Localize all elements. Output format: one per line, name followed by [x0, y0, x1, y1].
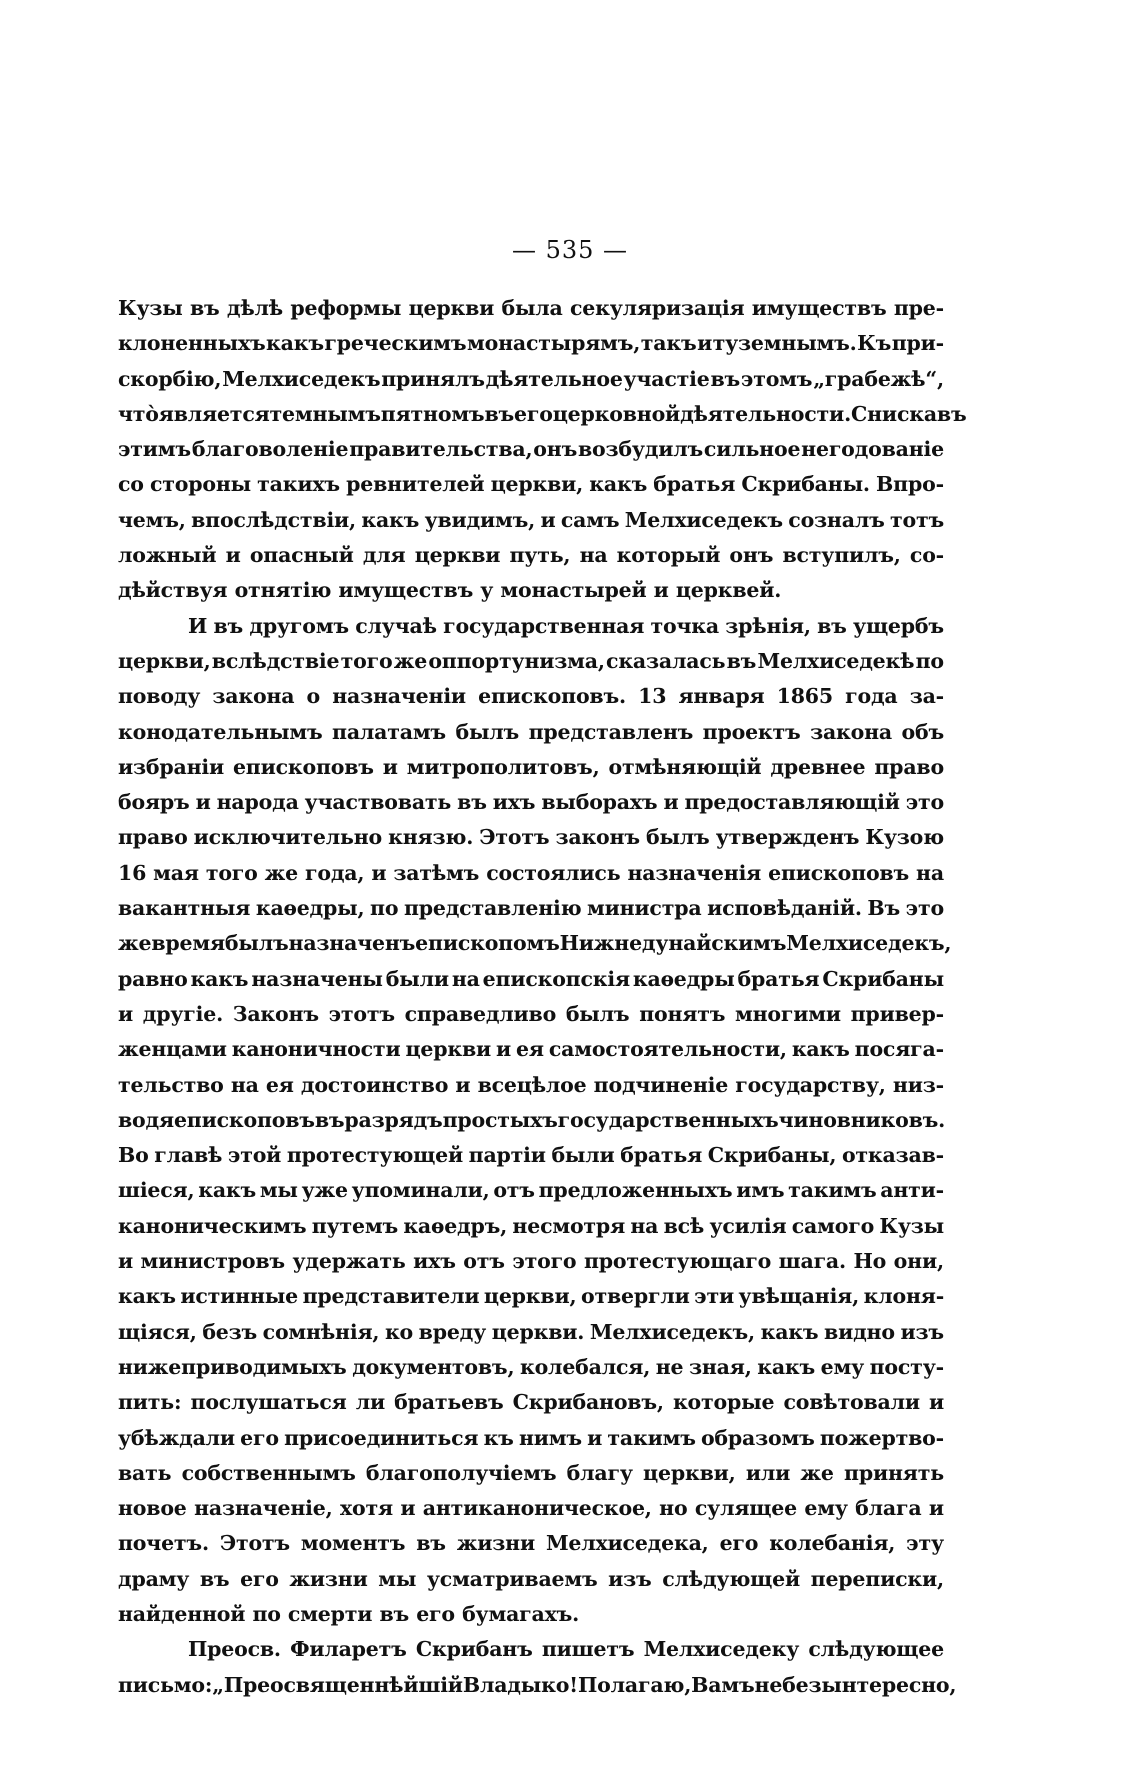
- text-line: этимъ благоволеніе правительства, онъ возбудилъ сильное негодованіе: [118, 437, 944, 462]
- text-line: драму въ его жизни мы усматриваемъ изъ слѣдующей переписки,: [118, 1566, 944, 1591]
- text-line: ложный и опасный для церкви путь, на который онъ вступилъ, со-: [118, 543, 944, 568]
- text-line: чемъ, впослѣдствіи, какъ увидимъ, и самъ Мелхиседекъ созналъ тотъ: [118, 507, 944, 532]
- page-number: — 535 —: [511, 236, 629, 264]
- text-line: и министровъ удержать ихъ отъ этого протестующаго шага. Но они,: [118, 1249, 944, 1274]
- text-line: письмо: „Преосвященнѣйшій Владыко! Полагаю, Вамъ не безынтересно,: [118, 1672, 957, 1697]
- text-line: убѣждали его присоединиться къ нимъ и такимъ образомъ пожертво-: [118, 1425, 944, 1450]
- text-line: и другіе. Законъ этотъ справедливо былъ понятъ многими привер-: [118, 1001, 944, 1026]
- text-line: И въ другомъ случаѣ государственная точка зрѣнія, въ ущербъ: [188, 613, 944, 638]
- text-line: почетъ. Этотъ моментъ въ жизни Мелхиседека, его колебанія, эту: [118, 1531, 944, 1556]
- text-line: 16 мая того же года, и затѣмъ состоялись назначенія епископовъ на: [118, 860, 944, 885]
- text-line: пить: послушаться ли братьевъ Скрибановъ, которые совѣтовали и: [118, 1390, 944, 1415]
- text-line: Во главѣ этой протестующей партіи были братья Скрибаны, отказав-: [118, 1143, 944, 1168]
- text-line: новое назначеніе, хотя и антиканоническое, но сулящее ему блага и: [118, 1496, 944, 1521]
- text-line: щіяся, безъ сомнѣнія, ко вреду церкви. Мелхиседекъ, какъ видно изъ: [118, 1319, 944, 1344]
- text-line: вакантныя каѳедры, по представленію министра исповѣданій. Въ это: [118, 896, 944, 921]
- text-line: скорбію, Мелхиседекъ принялъ дѣятельное участіе въ этомъ „грабежѣ“,: [118, 366, 944, 391]
- text-line: клоненныхъ какъ греческимъ монастырямъ, такъ и туземнымъ. Къ при-: [118, 331, 944, 356]
- text-line: равно какъ назначены были на епископскія каѳедры братья Скрибаны: [118, 966, 944, 991]
- text-line: какъ истинные представители церкви, отвергли эти увѣщанія, клоня-: [118, 1284, 944, 1309]
- text-line: каноническимъ путемъ каѳедръ, несмотря на всѣ усилія самого Кузы: [118, 1213, 944, 1238]
- text-line: бояръ и народа участвовать въ ихъ выборахъ и предоставляющій это: [118, 790, 944, 815]
- text-line: Преосв. Филаретъ Скрибанъ пишетъ Мелхиседеку слѣдующее: [188, 1637, 944, 1662]
- text-line: конодательнымъ палатамъ былъ представленъ проектъ закона объ: [118, 719, 944, 744]
- text-line: найденной по смерти въ его бумагахъ.: [118, 1601, 580, 1626]
- text-line: шіеся, какъ мы уже упоминали, отъ предложенныхъ имъ такимъ анти-: [118, 1178, 944, 1203]
- text-line: дѣйствуя отнятію имуществъ у монастырей и церквей.: [118, 578, 782, 603]
- text-line: нижеприводимыхъ документовъ, колебался, не зная, какъ ему посту-: [118, 1354, 944, 1379]
- text-line: Кузы въ дѣлѣ реформы церкви была секуляризація имуществъ пре-: [118, 296, 944, 320]
- text-line: водя епископовъ въ разрядъ простыхъ государственныхъ чиновниковъ.: [118, 1107, 946, 1132]
- text-line: право исключительно князю. Этотъ законъ былъ утвержденъ Кузою: [118, 825, 944, 850]
- text-line: что̀ является темнымъ пятномъ въ его церковной дѣятельности. Снискавъ: [118, 401, 967, 426]
- text-line: со стороны такихъ ревнителей церкви, какъ братья Скрибаны. Впро-: [118, 472, 944, 497]
- text-line: поводу закона о назначеніи епископовъ. 13 января 1865 года за-: [118, 684, 944, 709]
- text-line: церкви, вслѣдствіе того же оппортунизма, сказалась въ Мелхиседекѣ по: [118, 648, 944, 673]
- body-text: [118, 291, 967, 1703]
- text-line: избраніи епископовъ и митрополитовъ, отмѣняющій древнее право: [118, 754, 944, 779]
- text-line: же время былъ назначенъ епископомъ Нижнедунайскимъ Мелхиседекъ,: [118, 931, 952, 956]
- text-line: вать собственнымъ благополучіемъ благу церкви, или же принять: [118, 1460, 944, 1485]
- text-line: тельство на ея достоинство и всецѣлое подчиненіе государству, низ-: [118, 1072, 944, 1097]
- text-line: женцами каноничности церкви и ея самостоятельности, какъ посяга-: [118, 1037, 944, 1062]
